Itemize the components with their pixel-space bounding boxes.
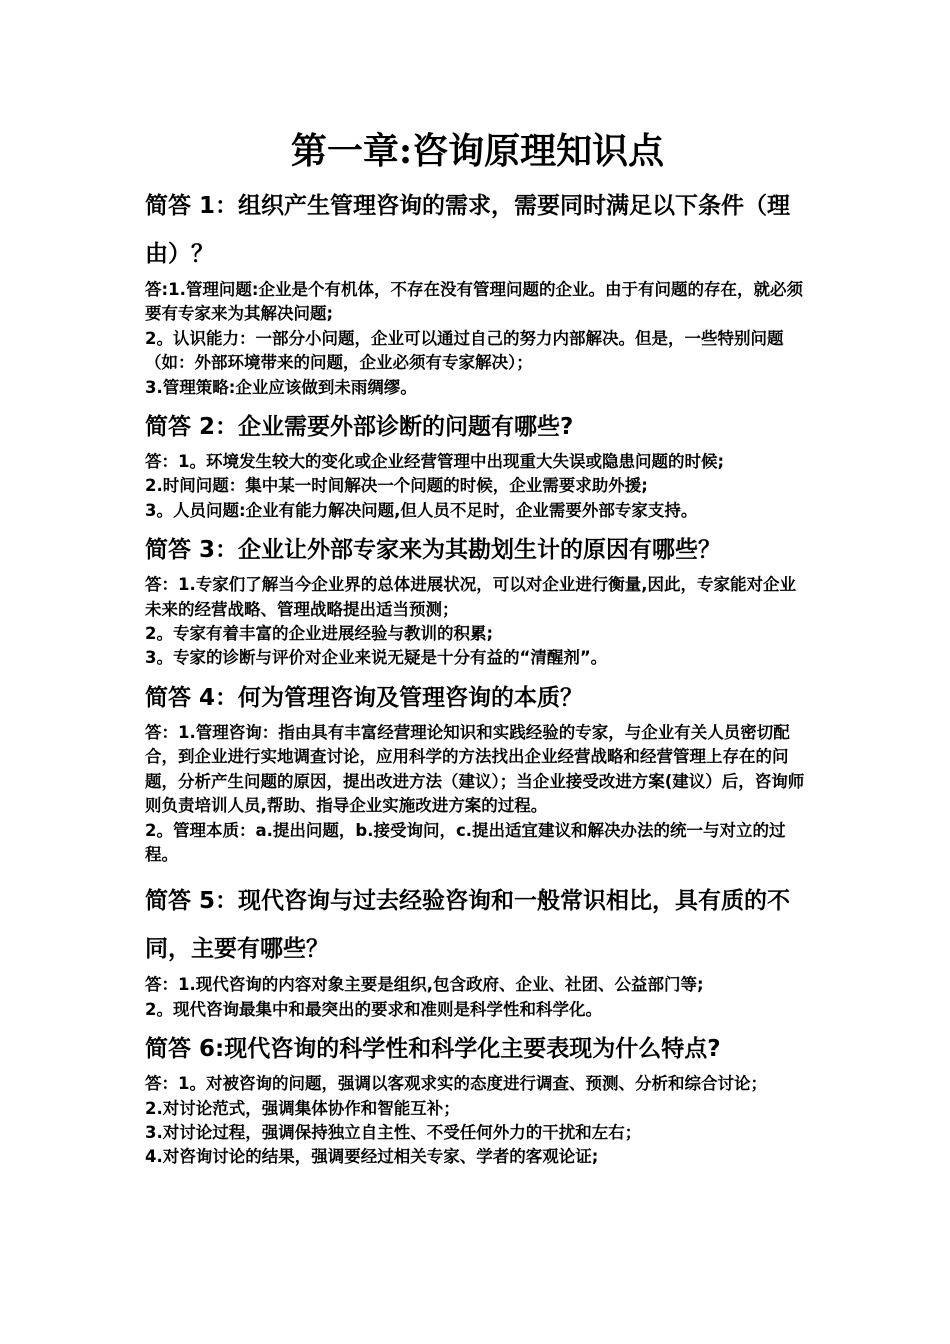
question-3: 简答 3：企业让外部专家来为其勘划生计的原因有哪些？ xyxy=(145,537,722,564)
answer-line: 答：1.管理咨询：指由具有丰富经营理论知识和实践经验的专家，与企业有关人员密切配合，到企业进行实地调查讨论，应用科学的方法找出企业经营战略和经营管理上存在的问题，分析产生问题的原因，提出改进方法（建议）；当企业接受改进方案(建议）后，咨询师则负责培训人员,帮助、指导企业实施改进方案的过程。 xyxy=(145,722,805,816)
question-5: 简答 5：现代咨询与过去经验咨询和一般常识相比，具有质的不同，主要有哪些？ xyxy=(145,888,791,963)
answer-line: 2.对讨论范式，强调集体协作和智能互补； xyxy=(145,1098,460,1118)
answer-line: 答：1.现代咨询的内容对象主要是组织,包含政府、企业、社团、公益部门等; xyxy=(145,975,704,995)
answer-line: 答：1.专家们了解当今企业界的总体进展状况，可以对企业进行衡量,因此，专家能对企业未来的经营战略、管理战略提出适当预测； xyxy=(145,575,797,619)
answer-line: 2。认识能力：一部分小问题，企业可以通过自己的努力内部解决。但是，一些特别问题（如：外部环境带来的问题，企业必须有专家解决）； xyxy=(145,328,784,373)
answer-line: 2。专家有着丰富的企业进展经验与教训的积累; xyxy=(145,624,494,644)
answer-6 xyxy=(145,1072,810,1170)
answer-line: 3.对讨论过程，强调保持独立自主性、不受任何外力的干扰和左右； xyxy=(145,1122,642,1142)
answer-3 xyxy=(145,573,810,671)
answer-2 xyxy=(145,450,810,523)
answer-line: 2。现代咨询最集中和最突出的要求和准则是科学性和科学化。 xyxy=(145,999,602,1019)
answer-line: 3。专家的诊断与评价对企业来说无疑是十分有益的“清醒剂”。 xyxy=(145,648,608,668)
answer-line: 2.时间问题：集中某一时间解决一个问题的时候，企业需要求助外援; xyxy=(145,476,648,496)
answer-line: 答:1.管理问题:企业是个有机体，不存在没有管理问题的企业。由于有问题的存在，就必须要有专家来为其解决问题; xyxy=(145,280,803,324)
question-6: 简答 6:现代咨询的科学性和科学化主要表现为什么特点? xyxy=(145,1036,721,1063)
question-2: 简答 2：企业需要外部诊断的问题有哪些? xyxy=(145,414,574,441)
document-content xyxy=(145,128,810,1180)
answer-4 xyxy=(145,721,810,867)
answer-5 xyxy=(145,973,810,1022)
chapter-title: 第一章:咨询原理知识点 xyxy=(290,130,665,172)
answer-line: 3。人员问题:企业有能力解决问题,但人员不足时，企业需要外部专家支持。 xyxy=(145,500,698,520)
question-1: 简答 1：组织产生管理咨询的需求，需要同时满足以下条件（理由）？ xyxy=(145,193,791,267)
answer-1 xyxy=(145,278,810,400)
answer-line: 2。管理本质：a.提出问题，b.接受询问，c.提出适宜建议和解决办法的统一与对立的过程。 xyxy=(145,820,786,864)
answer-line: 3.管理策略:企业应该做到未雨绸缪。 xyxy=(145,377,417,397)
answer-line: 4.对咨询讨论的结果，强调要经过相关专家、学者的客观论证; xyxy=(145,1147,599,1167)
answer-line: 答：1。对被咨询的问题，强调以客观求实的态度进行调查、预测、分析和综合讨论； xyxy=(145,1074,767,1094)
answer-line: 答：1。环境发生较大的变化或企业经营管理中出现重大失误或隐患问题的时候; xyxy=(145,452,725,472)
question-4: 简答 4：何为管理咨询及管理咨询的本质？ xyxy=(145,684,584,711)
